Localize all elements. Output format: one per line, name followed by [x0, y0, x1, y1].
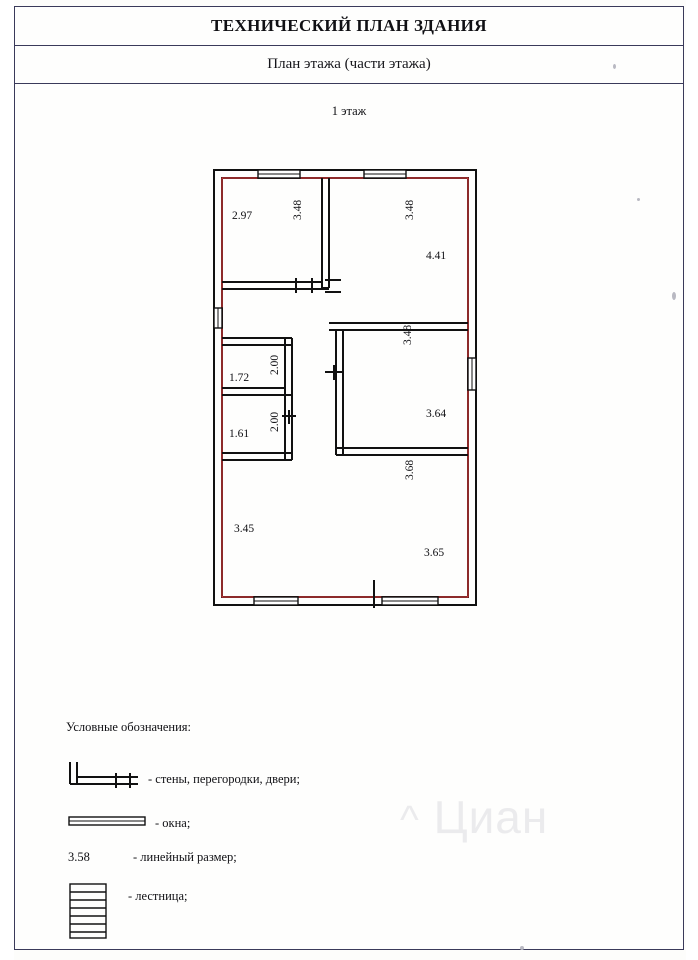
dimension-label: 4.41 — [426, 250, 447, 262]
dimension-label: 2.97 — [232, 210, 253, 222]
dimension-label: 2.00 — [269, 411, 281, 432]
dimension-label: 1.72 — [229, 372, 250, 384]
document-title-row — [14, 6, 684, 46]
stairs-symbol-icon — [68, 882, 112, 945]
dimension-label: 3.48 — [292, 199, 304, 220]
scan-edge-left — [0, 0, 14, 960]
dimension-label: 3.48 — [402, 324, 414, 345]
legend-title: Условные обозначения: — [66, 720, 192, 734]
page-subtitle: План этажа (части этажа) — [267, 56, 431, 72]
dimension-label: 3.65 — [424, 547, 445, 559]
document-subtitle-row — [14, 46, 684, 84]
scan-speck — [613, 64, 616, 69]
dimension-label: 3.64 — [426, 408, 447, 420]
floor-plan-drawing — [196, 160, 496, 620]
legend-item-label: - стены, перегородки, двери; — [148, 772, 300, 786]
legend-item-label: - линейный размер; — [133, 850, 237, 864]
legend-item-label: - окна; — [155, 816, 191, 830]
legend-item-label: - лестница; — [128, 889, 188, 903]
page-title: ТЕХНИЧЕСКИЙ ПЛАН ЗДАНИЯ — [211, 15, 487, 35]
dimension-label: 3.48 — [404, 199, 416, 220]
scan-speck — [672, 292, 676, 300]
legend-dimension-sample: 3.58 — [68, 850, 90, 864]
scan-edge-right — [686, 0, 698, 960]
scan-speck — [637, 198, 640, 201]
dimension-label: 2.00 — [269, 354, 281, 375]
scan-speck — [520, 946, 524, 950]
walls-symbol-icon — [66, 760, 142, 793]
dimension-label: 3.45 — [234, 523, 255, 535]
dimension-label: 3.68 — [404, 459, 416, 480]
floor-label: 1 этаж — [331, 104, 367, 118]
dimension-label: 1.61 — [229, 428, 250, 440]
window-symbol-icon — [68, 814, 148, 833]
